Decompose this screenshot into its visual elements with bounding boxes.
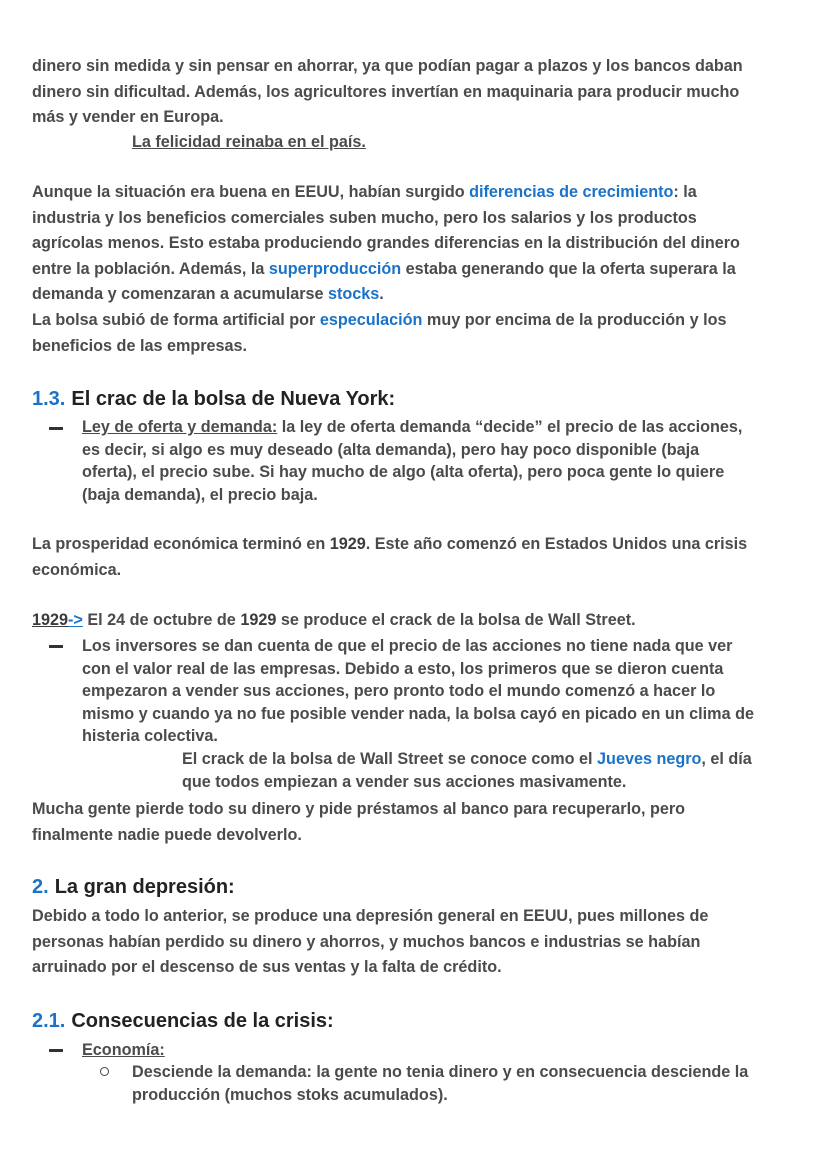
text-line: producción (muchos stoks acumulados). <box>132 1085 448 1104</box>
text-line: histeria colectiva. <box>82 727 218 746</box>
text: se produce el crack de la bolsa de Wall Street. <box>276 611 636 629</box>
text-line: agrícolas menos. Esto estaba produciendo grandes diferencias en la distribución del dinero <box>32 234 740 253</box>
text-line: finalmente nadie puede devolverlo. <box>32 825 302 844</box>
section-title: Consecuencias de la crisis: <box>71 1010 334 1032</box>
year: 1929 <box>329 535 366 553</box>
text: Aunque la situación era buena en EEUU, habían surgido <box>32 183 470 201</box>
text: demanda y comenzaran a acumularse <box>32 285 328 304</box>
paragraph-prestamos <box>32 797 792 848</box>
highlight-term: Jueves negro <box>597 750 702 768</box>
text-line: industria y los beneficios comerciales suben mucho, pero los salarios y los productos <box>32 208 697 227</box>
bullet-inversores <box>82 635 792 748</box>
paragraph-intro <box>32 54 792 131</box>
text: entre la población. Además, la <box>32 259 269 278</box>
text: : la <box>673 183 697 201</box>
text: , el día <box>701 750 752 768</box>
paragraph-growth <box>32 180 792 359</box>
text-line: Desciende la demanda: la gente no tenia dinero y en consecuencia desciende la <box>132 1063 749 1081</box>
arrow-link[interactable]: -> <box>68 611 83 629</box>
text-line: más y vender en Europa. <box>32 108 224 127</box>
circle-bullet-icon <box>100 1067 109 1076</box>
section-heading-2-1 <box>32 1008 334 1034</box>
text: muy por encima de la producción y los <box>422 310 727 329</box>
text-line: dinero sin dificultad. Además, los agricultores invertían en maquinaria para producir mucho <box>32 82 740 101</box>
highlight-term: superproducción <box>268 259 402 278</box>
text-line: económica. <box>32 560 122 579</box>
text-line: (baja demanda), el precio baja. <box>82 485 318 504</box>
text-line: beneficios de las empresas. <box>32 336 248 355</box>
year: 1929 <box>240 611 277 629</box>
highlight-term: stocks <box>328 285 380 304</box>
text-line: Mucha gente pierde todo su dinero y pide préstamos al banco para recuperarlo, pero <box>32 800 686 818</box>
bullet-economia <box>82 1039 792 1062</box>
text-line: personas habían perdido su dinero y ahorros, y muchos bancos e industrias se habían <box>32 932 701 951</box>
text-line: Debido a todo lo anterior, se produce una depresión general en EEUU, pues millones de <box>32 907 709 925</box>
text-line <box>32 180 792 206</box>
text: . <box>379 285 384 304</box>
year-label: 1929 <box>32 611 69 629</box>
text: . Este año comenzó en Estados Unidos una crisis <box>365 535 748 553</box>
text-line: arruinado por el descenso de sus ventas y la falta de crédito. <box>32 958 502 977</box>
section-number: 2. <box>32 876 49 898</box>
text-line: es decir, si algo es muy deseado (alta demanda), pero hay poco disponible (baja <box>82 440 700 459</box>
section-heading-2 <box>32 874 235 900</box>
text-line <box>32 308 792 334</box>
paragraph-jueves-negro <box>182 748 792 794</box>
dash-bullet-icon <box>49 645 63 648</box>
paragraph-depresion <box>32 904 792 981</box>
text-line: dinero sin medida y sin pensar en ahorrar, ya que podían pagar a plazos y los bancos daban <box>32 57 743 75</box>
bullet-ley-oferta <box>82 416 792 506</box>
text: La prosperidad económica terminó en <box>32 535 330 553</box>
text-line: Los inversores se dan cuenta de que el precio de las acciones no tiene nada que ver <box>82 637 733 655</box>
underlined-text: La felicidad reinaba en el país. <box>132 133 366 151</box>
text: La bolsa subió de forma artificial por <box>32 310 320 329</box>
text: estaba generando que la oferta superara la <box>401 259 736 278</box>
text-line: empezaron a vender sus acciones, pero pronto todo el mundo comenzó a hacer lo <box>82 682 716 701</box>
highlight-term: especulación <box>319 310 423 329</box>
highlight-term: diferencias de crecimiento <box>469 183 674 201</box>
text: la ley de oferta demanda “decide” el precio de las acciones, <box>277 418 743 436</box>
paragraph-1929 <box>32 608 792 634</box>
text: El crack de la bolsa de Wall Street se conoce como el <box>182 750 598 768</box>
section-number: 1.3. <box>32 388 66 410</box>
text-line: con el valor real de las empresas. Debido a esto, los primeros que se dieron cuenta <box>82 659 724 678</box>
text-line: mismo y cuando ya no fue posible vender nada, la bolsa cayó en picado en un clima de <box>82 704 754 723</box>
text-line <box>182 748 792 771</box>
centered-statement <box>132 130 732 156</box>
section-heading-1-3 <box>32 386 395 412</box>
section-number: 2.1. <box>32 1010 66 1032</box>
underlined-term: Ley de oferta y demanda: <box>82 418 278 436</box>
underlined-term: Economía: <box>82 1041 165 1059</box>
dash-bullet-icon <box>49 427 63 430</box>
text: El 24 de octubre de <box>82 611 241 629</box>
text-line <box>32 282 792 308</box>
text-line <box>82 416 792 439</box>
dash-bullet-icon <box>49 1049 63 1052</box>
text-line <box>32 532 792 558</box>
paragraph-prosperity <box>32 532 792 583</box>
section-title: La gran depresión: <box>54 876 235 898</box>
text-line: que todos empiezan a vender sus acciones masivamente. <box>182 773 627 791</box>
section-title: El crac de la bolsa de Nueva York: <box>71 388 396 410</box>
sub-bullet-demanda <box>132 1061 792 1106</box>
text-line <box>32 257 792 283</box>
text-line: oferta), el precio sube. Si hay mucho de algo (alta oferta), pero poca gente lo quiere <box>82 463 725 482</box>
